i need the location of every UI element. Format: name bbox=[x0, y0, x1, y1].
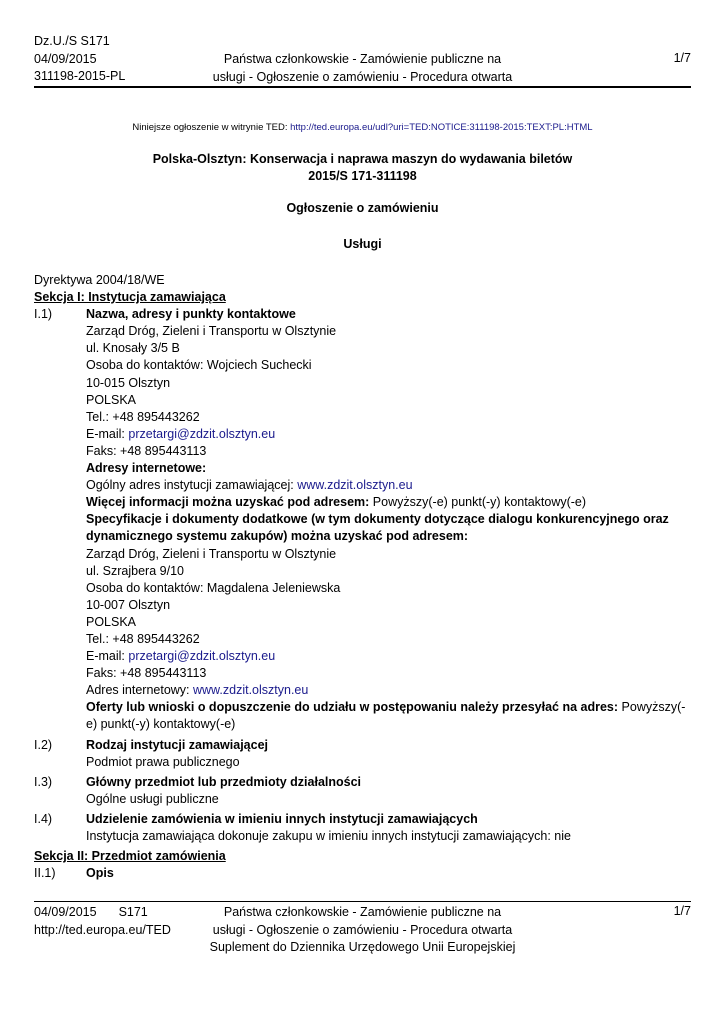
header-title-line1: Państwa członkowskie - Zamówienie publiczne na bbox=[223, 52, 502, 66]
spec-name: Zarząd Dróg, Zieleni i Transportu w Olsztynie bbox=[86, 546, 337, 561]
org-email-link[interactable]: przetargi@zdzit.olsztyn.eu bbox=[128, 426, 276, 441]
item-heading: Główny przedmiot lub przedmioty działalności bbox=[86, 774, 362, 789]
spec-country: POLSKA bbox=[86, 614, 137, 629]
section-2-heading: Sekcja II: Przedmiot zamówienia bbox=[34, 849, 226, 864]
header-ref: Dz.U./S S171 bbox=[34, 34, 110, 48]
item-number: II.1) bbox=[34, 866, 56, 881]
spec-contact: Osoba do kontaktów: Magdalena Jeleniewska bbox=[86, 580, 341, 595]
more-info-label: Więcej informacji można uzyskać pod adresem: bbox=[86, 495, 370, 510]
org-street: ul. Knosały 3/5 B bbox=[86, 341, 180, 356]
spec-street: ul. Szrajbera 9/10 bbox=[86, 563, 184, 578]
item-value: Podmiot prawa publicznego bbox=[86, 754, 240, 769]
offers-value: Powyższy(-e) punkt(-y) kontaktowy(-e) bbox=[86, 700, 686, 732]
directive: Dyrektywa 2004/18/WE bbox=[34, 273, 165, 287]
section-1-heading: Sekcja I: Instytucja zamawiająca bbox=[34, 290, 226, 305]
page-footer bbox=[34, 901, 691, 962]
offers-row bbox=[86, 699, 691, 733]
item-i3 bbox=[34, 774, 691, 808]
notice-type: Ogłoszenie o zamówieniu bbox=[286, 201, 439, 215]
web-general-label: Ogólny adres instytucji zamawiającej: bbox=[86, 478, 298, 493]
page-header bbox=[34, 30, 691, 88]
spec-web-label: Adres internetowy: bbox=[86, 683, 193, 698]
footer-title bbox=[34, 904, 691, 957]
item-value: Instytucja zamawiająca dokonuje zakupu w imieniu innych instytucji zamawiających: nie bbox=[86, 829, 571, 843]
footer-line2: usługi - Ogłoszenie o zamówieniu - Procedura otwarta bbox=[212, 922, 513, 937]
header-doc-id: 311198-2015-PL bbox=[34, 69, 126, 83]
spec-tel: Tel.: +48 895443262 bbox=[86, 631, 200, 646]
item-heading: Opis bbox=[86, 866, 114, 881]
item-value: Ogólne usługi publiczne bbox=[86, 791, 219, 806]
title-line2: 2015/S 171-311198 bbox=[308, 169, 417, 183]
spec-web-row bbox=[86, 682, 691, 699]
web-general-link[interactable]: www.zdzit.olsztyn.eu bbox=[297, 478, 413, 493]
header-title-line2: usługi - Ogłoszenie o zamówieniu - Procedura otwarta bbox=[212, 69, 513, 84]
footer-page-number: 1/7 bbox=[673, 904, 691, 918]
web-heading: Adresy internetowe: bbox=[86, 461, 207, 476]
offers-label: Oferty lub wnioski o dopuszczenie do udziału w postępowaniu należy przesyłać na adres: bbox=[86, 700, 619, 715]
org-name: Zarząd Dróg, Zieleni i Transportu w Olsztynie bbox=[86, 324, 337, 339]
header-title bbox=[34, 51, 691, 86]
spec-city: 10-007 Olsztyn bbox=[86, 597, 171, 612]
ted-notice bbox=[0, 122, 725, 133]
item-number: I.3) bbox=[34, 774, 53, 789]
footer-line3: Suplement do Dziennika Urzędowego Unii Europejskiej bbox=[209, 940, 516, 954]
item-ii1 bbox=[34, 865, 691, 882]
spec-email-link[interactable]: przetargi@zdzit.olsztyn.eu bbox=[128, 649, 276, 664]
spec-email-row bbox=[86, 648, 691, 665]
web-general-row bbox=[86, 477, 691, 494]
contract-type: Usługi bbox=[343, 237, 382, 251]
spec-fax: Faks: +48 895443113 bbox=[86, 666, 207, 681]
spec-heading: Specyfikacje i dokumenty dodatkowe (w tym dokumenty dotyczące dialogu konkurencyjnego oraz dynamicznego systemu zakupów) można uzyskać pod adresem: bbox=[86, 512, 669, 544]
footer-date: 04/09/2015 bbox=[34, 905, 97, 919]
spec-email-label: E-mail: bbox=[86, 649, 129, 664]
item-i1 bbox=[34, 306, 691, 733]
item-number: I.4) bbox=[34, 811, 53, 826]
item-number: I.1) bbox=[34, 307, 53, 322]
item-i4 bbox=[34, 811, 691, 845]
item-i2 bbox=[34, 737, 691, 771]
org-fax: Faks: +48 895443113 bbox=[86, 443, 207, 458]
document-title bbox=[0, 151, 725, 185]
org-city: 10-015 Olsztyn bbox=[86, 375, 171, 390]
footer-line1: Państwa członkowskie - Zamówienie publiczne na bbox=[223, 905, 502, 919]
email-label: E-mail: bbox=[86, 426, 129, 441]
footer-url: http://ted.europa.eu/TED bbox=[34, 922, 171, 937]
item-heading: Nazwa, adresy i punkty kontaktowe bbox=[86, 307, 296, 322]
notice-link[interactable]: http://ted.europa.eu/udl?uri=TED:NOTICE:311198-2015:TEXT:PL:HTML bbox=[290, 122, 593, 133]
document-body bbox=[34, 272, 691, 882]
notice-prefix: Niniejsze ogłoszenie w witrynie TED: bbox=[132, 122, 291, 133]
org-tel: Tel.: +48 895443262 bbox=[86, 409, 200, 424]
more-info-value: Powyższy(-e) punkt(-y) kontaktowy(-e) bbox=[369, 495, 587, 510]
item-heading: Rodzaj instytucji zamawiającej bbox=[86, 737, 269, 752]
header-page-number: 1/7 bbox=[673, 51, 691, 65]
footer-issue: S171 bbox=[118, 905, 148, 919]
org-country: POLSKA bbox=[86, 392, 137, 407]
item-number: I.2) bbox=[34, 737, 53, 752]
header-date: 04/09/2015 bbox=[34, 51, 97, 66]
org-email-row bbox=[86, 426, 691, 443]
item-heading: Udzielenie zamówienia w imieniu innych instytucji zamawiających bbox=[86, 811, 478, 826]
org-contact: Osoba do kontaktów: Wojciech Suchecki bbox=[86, 358, 312, 373]
title-line1: Polska-Olsztyn: Konserwacja i naprawa maszyn do wydawania biletów bbox=[152, 152, 573, 166]
more-info-row bbox=[86, 494, 691, 511]
spec-web-link[interactable]: www.zdzit.olsztyn.eu bbox=[193, 683, 309, 698]
